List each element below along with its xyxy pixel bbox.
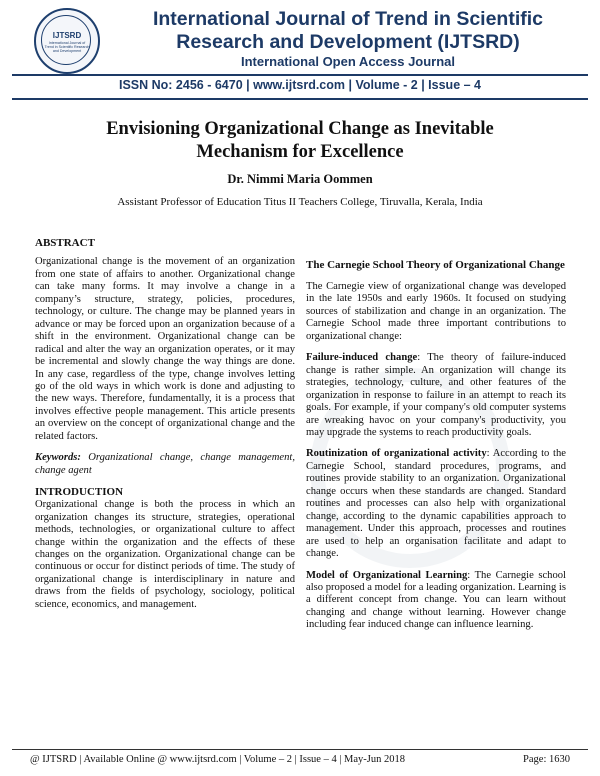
open-access-label: International Open Access Journal <box>240 54 456 69</box>
routinization-paragraph: Routinization of organizational activity: According to the Carnegie School, standard procedures, programs, and routines provide stability to an organization. Organizational change occurs when these standards are changed. Standard routines and processes can also help with organizational change, according to the dynamic capabilities approach to management. Under this approach, processes and routines are used to help an organisation facilitate and adapt to change. <box>306 448 567 560</box>
author-affiliation: Assistant Professor of Education Titus II Teachers College, Tiruvalla, Kerala, India <box>117 196 483 208</box>
right-column <box>306 259 566 632</box>
abstract-heading: ABSTRACT <box>35 237 95 249</box>
left-column <box>35 237 295 611</box>
organizational-learning-paragraph: Model of Organizational Learning: The Carnegie school also proposed a model for a leading organization. Learning is a different concept from change. You can learn without changing and change without learning. However change including fear induced change can influence learning. <box>306 569 566 631</box>
footer-citation: @ IJTSRD | Available Online @ www.ijtsrd.com | Volume – 2 | Issue – 4 | May-Jun 2018 <box>30 754 406 765</box>
failure-induced-paragraph: Failure-induced change: The theory of failure-induced change is rather simple. An organization will change its strategies, technology, culture, and other features of the organization in response to failure in an attempt to reach its goals. For example, if your company's old computer systems are wreaking havoc on your company's productivity, you may upgrade the systems to reach productivity goals. <box>306 352 566 438</box>
page-number: Page: 1630 <box>523 754 570 765</box>
issn-line: ISSN No: 2456 - 6470 | www.ijtsrd.com | Volume - 2 | Issue – 4 <box>118 78 481 92</box>
journal-header <box>0 0 600 104</box>
carnegie-intro: The Carnegie view of organizational change was developed in the late 1950s and early 1960s. It focused on studying sources of stabilization and change in an organization. The Carnegie School made three important contributions to organizational change: <box>306 281 566 342</box>
footer-divider <box>12 749 588 750</box>
logo-caption: International Journal of Trend in Scientific Research and Development <box>44 41 90 53</box>
header-divider <box>12 74 588 76</box>
journal-logo-icon <box>34 8 100 74</box>
author-name: Dr. Nimmi Maria Oommen <box>227 172 373 186</box>
paper-title: Envisioning Organizational Change as Inevitable Mechanism for Excellence <box>106 119 494 162</box>
keywords: Keywords: Organizational change, change management, change agent <box>35 452 295 476</box>
header-divider <box>12 98 588 100</box>
logo-abbr: IJTSRD <box>52 31 82 40</box>
abstract-text: Organizational change is the movement of an organization from one state of affairs to another. Organizational change can take many forms. It may involve a change in a company’s structure, strategy, policies, procedures, technology, or culture. The change may be planned years in advance or may be forced upon an organization because of a shift in the environment. Organizational change can be radical and alter the way an organization operates, or it may be incremental and slowly change the way things are done. In any case, regardless of the type, change involves letting go of the old ways in which work is done and adjusting to the new ways. Therefore, fundamentally, it is a process that involves effective people management. This article presents an overview on the concept of organizational change and the related factors. <box>35 256 295 442</box>
introduction-heading: INTRODUCTION <box>35 486 124 499</box>
carnegie-heading: The Carnegie School Theory of Organizational Change <box>306 259 565 271</box>
introduction-text: Organizational change is both the process in which an organization changes its structure, strategies, operational methods, technologies, or organizational culture to affect change within the organization and the effects of these changes on the organization. Organizational change can be continuous or occur for distinct periods of time. The study of organizational change is interdisciplinary in nature and draws from the fields of psychology, sociology, political science, economics, and management. <box>35 499 295 610</box>
page-footer <box>30 754 570 765</box>
journal-title: International Journal of Trend in Scientific Research and Development (IJTSRD) <box>152 8 544 53</box>
